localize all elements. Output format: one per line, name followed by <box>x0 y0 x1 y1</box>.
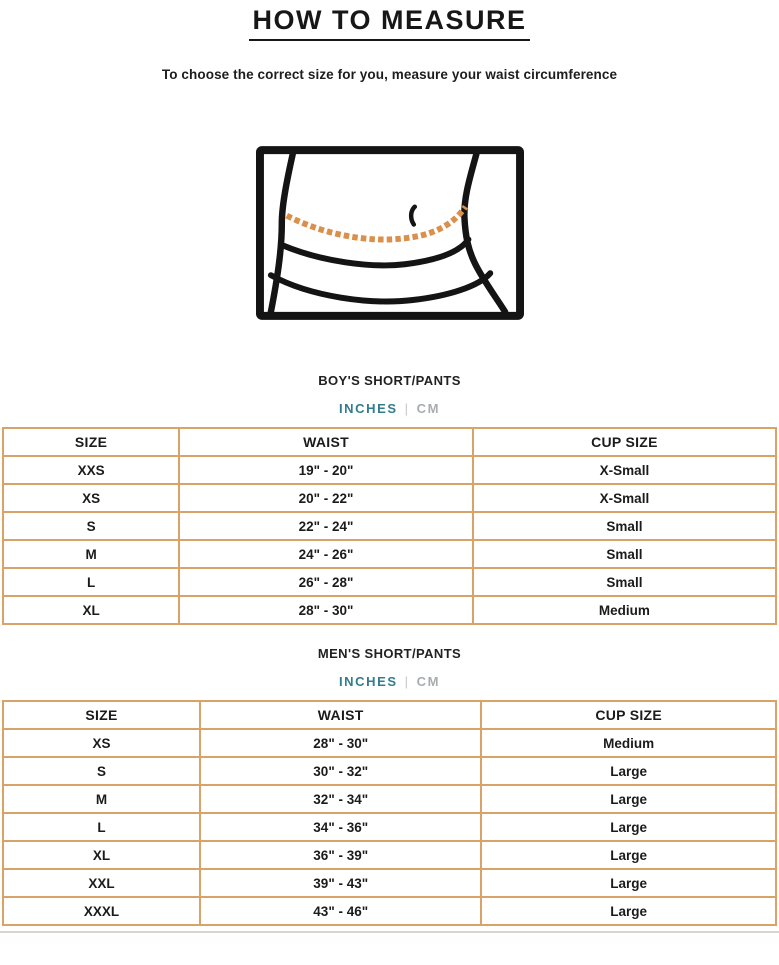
table-cell: 28" - 30" <box>179 596 473 624</box>
table-row <box>3 841 776 869</box>
table-row <box>3 568 776 596</box>
table-cell: Small <box>473 512 776 540</box>
table-row <box>3 484 776 512</box>
table-cell: XS <box>3 484 179 512</box>
table-row <box>3 596 776 624</box>
table-cell: 43" - 46" <box>200 897 481 925</box>
table-row <box>3 729 776 757</box>
column-header: CUP SIZE <box>473 428 776 456</box>
table-row <box>3 757 776 785</box>
table-cell: S <box>3 512 179 540</box>
section-boys <box>0 373 779 625</box>
table-cell: L <box>3 568 179 596</box>
table-cell: 22" - 24" <box>179 512 473 540</box>
table-cell: Medium <box>473 596 776 624</box>
units-cm-option[interactable]: CM <box>416 401 441 416</box>
illustration-container <box>0 146 779 325</box>
table-row <box>3 540 776 568</box>
units-divider: | <box>404 401 410 416</box>
column-header: WAIST <box>179 428 473 456</box>
table-cell: 19" - 20" <box>179 456 473 484</box>
table-cell: Large <box>481 757 776 785</box>
table-cell: Medium <box>481 729 776 757</box>
table-cell: 34" - 36" <box>200 813 481 841</box>
table-cell: M <box>3 540 179 568</box>
page-subtitle: To choose the correct size for you, measure your waist circumference <box>161 67 618 82</box>
table-cell: Large <box>481 813 776 841</box>
table-cell: Large <box>481 841 776 869</box>
table-row <box>3 512 776 540</box>
table-header-row <box>3 701 776 729</box>
size-guide-page <box>0 5 779 965</box>
table-header-row <box>3 428 776 456</box>
table-row <box>3 813 776 841</box>
column-header: SIZE <box>3 428 179 456</box>
table-cell: 39" - 43" <box>200 869 481 897</box>
table-cell: X-Small <box>473 456 776 484</box>
table-cell: XL <box>3 841 200 869</box>
table-cell: XS <box>3 729 200 757</box>
size-table-men <box>2 700 777 926</box>
table-cell: XXL <box>3 869 200 897</box>
table-cell: 20" - 22" <box>179 484 473 512</box>
units-divider: | <box>404 674 410 689</box>
section-title-men: MEN'S SHORT/PANTS <box>317 646 462 661</box>
waist-measurement-illustration <box>256 146 524 320</box>
units-inches-option[interactable]: INCHES <box>338 674 398 689</box>
table-cell: S <box>3 757 200 785</box>
page-title: HOW TO MEASURE <box>249 5 529 41</box>
table-cell: Large <box>481 785 776 813</box>
table-cell: 32" - 34" <box>200 785 481 813</box>
units-inches-option[interactable]: INCHES <box>338 401 398 416</box>
table-cell: XL <box>3 596 179 624</box>
units-toggle-men <box>0 674 779 689</box>
table-cell: Large <box>481 869 776 897</box>
table-cell: Small <box>473 568 776 596</box>
table-cell: 24" - 26" <box>179 540 473 568</box>
table-cell: Large <box>481 897 776 925</box>
table-cell: 30" - 32" <box>200 757 481 785</box>
size-table-boys <box>2 427 777 625</box>
column-header: SIZE <box>3 701 200 729</box>
column-header: WAIST <box>200 701 481 729</box>
section-men <box>0 646 779 926</box>
table-cell: M <box>3 785 200 813</box>
table-cell: 28" - 30" <box>200 729 481 757</box>
column-header: CUP SIZE <box>481 701 776 729</box>
table-row <box>3 897 776 925</box>
table-cell: XXS <box>3 456 179 484</box>
table-cell: XXXL <box>3 897 200 925</box>
table-cell: X-Small <box>473 484 776 512</box>
table-row <box>3 456 776 484</box>
table-row <box>3 785 776 813</box>
table-cell: L <box>3 813 200 841</box>
table-row <box>3 869 776 897</box>
units-toggle-boys <box>0 401 779 416</box>
table-cell: 26" - 28" <box>179 568 473 596</box>
bottom-divider <box>0 931 779 933</box>
table-cell: 36" - 39" <box>200 841 481 869</box>
section-title-boys: BOY'S SHORT/PANTS <box>318 373 461 388</box>
units-cm-option[interactable]: CM <box>416 674 441 689</box>
header <box>0 5 779 41</box>
table-cell: Small <box>473 540 776 568</box>
